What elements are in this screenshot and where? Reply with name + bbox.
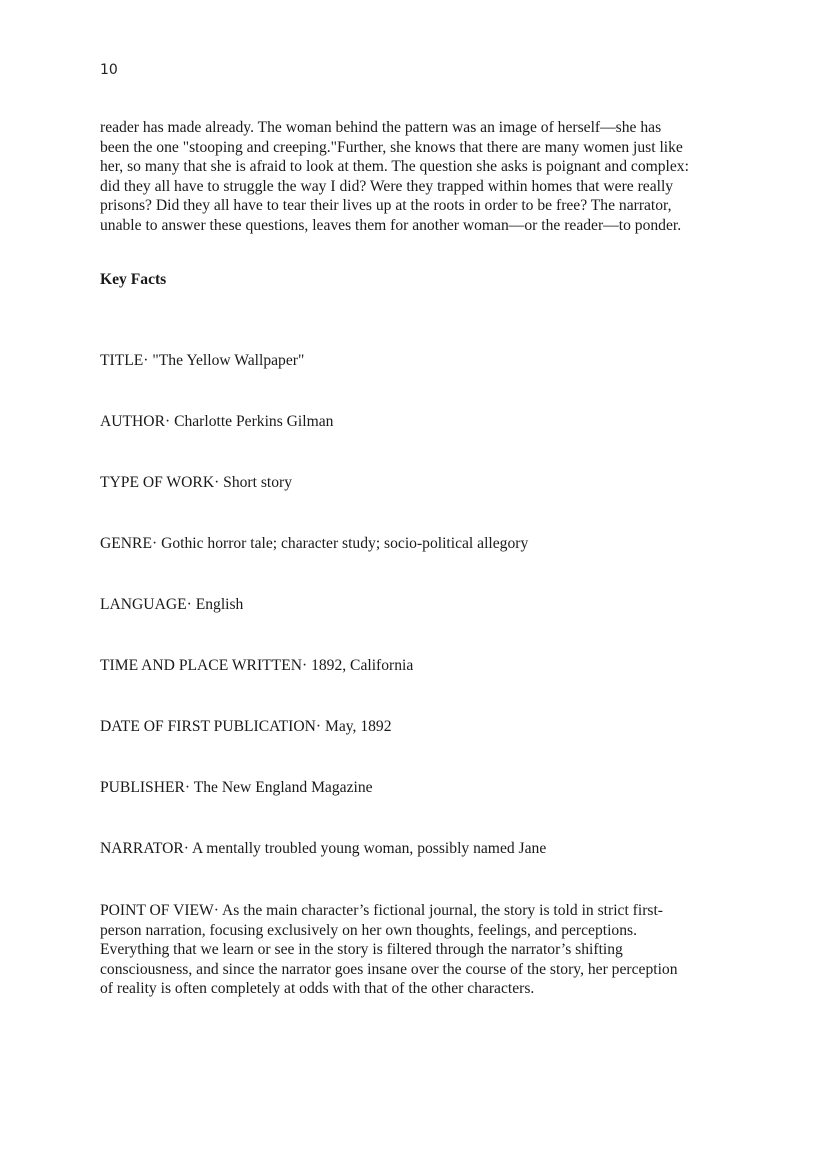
fact-type-of-work: TYPE OF WORK· Short story [100,474,293,491]
fact-author: AUTHOR· Charlotte Perkins Gilman [100,413,334,430]
paragraph-line: did they all have to struggle the way I did? Were they trapped within homes that were really [100,177,674,195]
paragraph-line: been the one "stooping and creeping."Further, she knows that there are many women just like [100,138,683,156]
paragraph-line: Everything that we learn or see in the story is filtered through the narrator’s shifting [100,941,623,959]
paragraph-line: of reality is often completely at odds with that of the other characters. [100,980,535,998]
fact-narrator: NARRATOR· A mentally troubled young woman, possibly named Jane [100,840,547,857]
paragraph-line: her, so many that she is afraid to look at them. The question she asks is poignant and complex: [100,158,689,176]
fact-language: LANGUAGE· English [100,596,244,613]
paragraph-line: POINT OF VIEW· As the main character’s fictional journal, the story is told in strict first- [100,902,663,919]
page-number: 10 [100,62,118,78]
point-of-view-paragraph [100,901,740,999]
fact-genre: GENRE· Gothic horror tale; character study; socio-political allegory [100,535,529,552]
paragraph-line: unable to answer these questions, leaves them for another woman—or the reader—to ponder. [100,216,682,234]
intro-paragraph [100,118,740,236]
paragraph-line: consciousness, and since the narrator goes insane over the course of the story, her perception [100,960,678,978]
fact-title: TITLE· "The Yellow Wallpaper" [100,352,305,369]
fact-time-and-place: TIME AND PLACE WRITTEN· 1892, California [100,657,414,674]
paragraph-line: prisons? Did they all have to tear their lives up at the roots in order to be free? The narrator, [100,197,672,215]
paragraph-line: reader has made already. The woman behind the pattern was an image of herself—she has [100,119,662,136]
fact-first-publication: DATE OF FIRST PUBLICATION· May, 1892 [100,718,392,735]
paragraph-line: person narration, focusing exclusively on her own thoughts, feelings, and perceptions. [100,921,637,939]
fact-publisher: PUBLISHER· The New England Magazine [100,779,373,796]
key-facts-heading: Key Facts [100,271,167,288]
